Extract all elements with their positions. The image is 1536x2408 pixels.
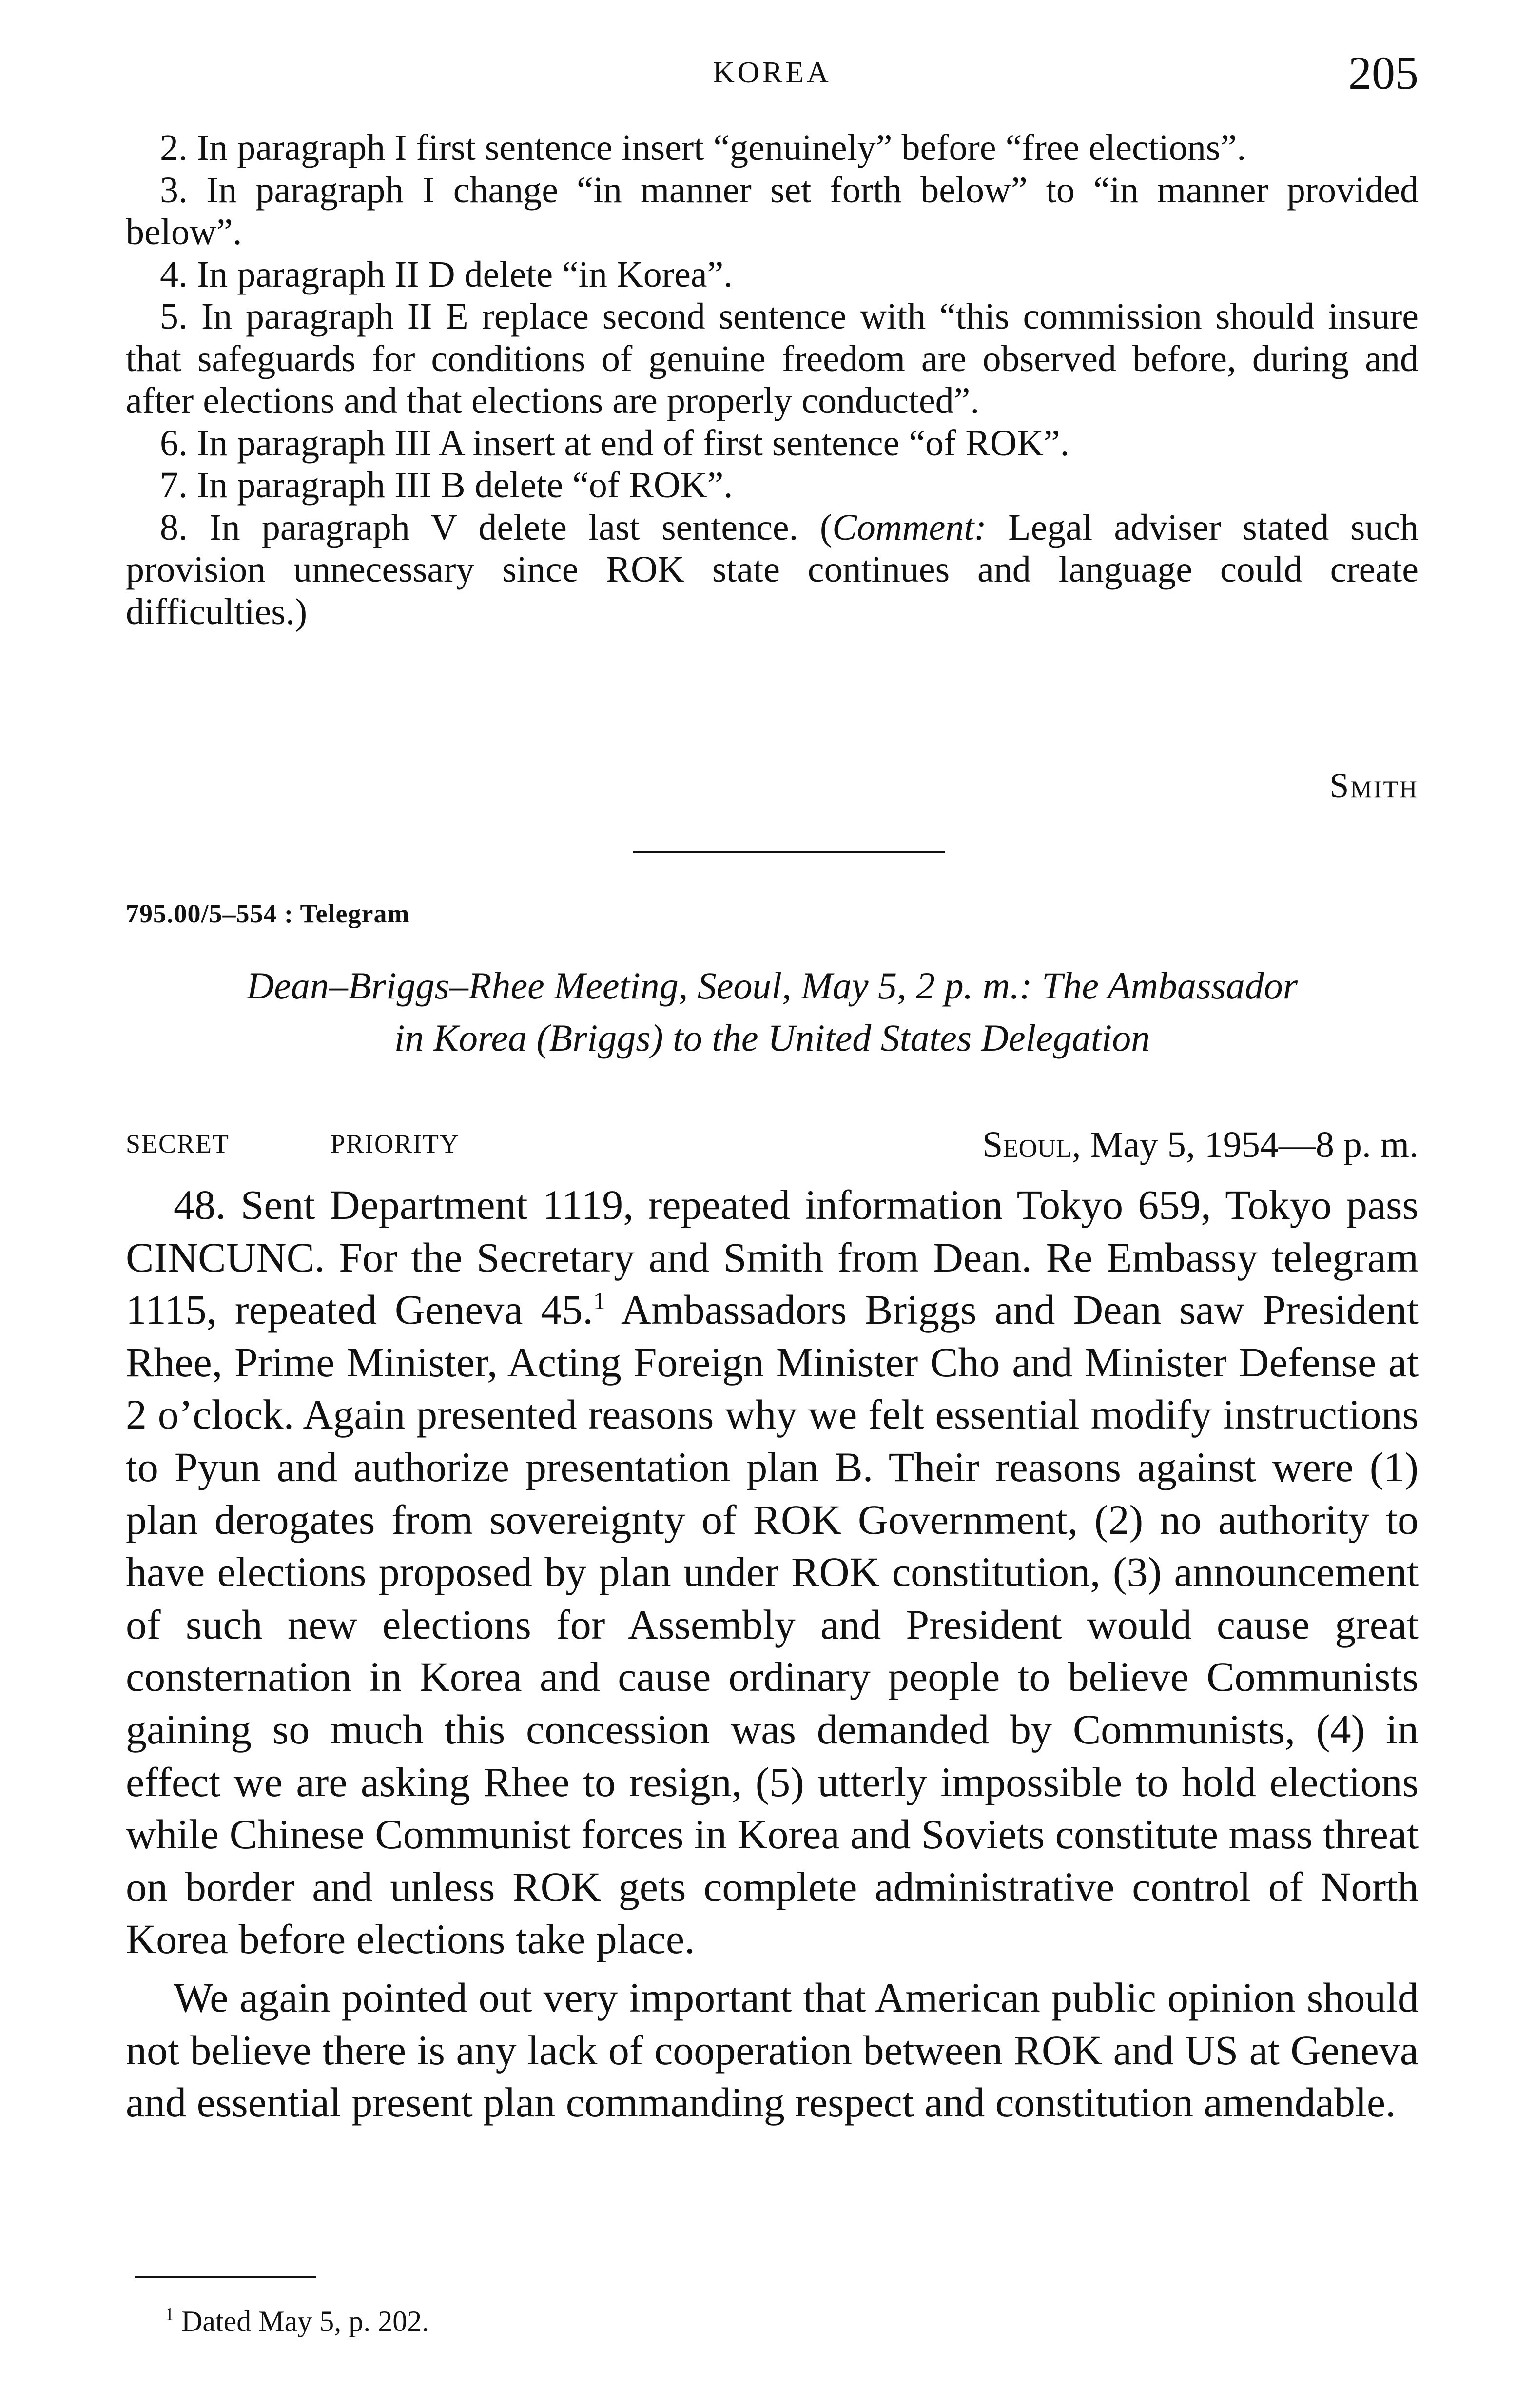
signature: Smith [1329, 766, 1419, 805]
document-page [126, 0, 1419, 2408]
section-divider [633, 851, 945, 853]
footnote-text: Dated May 5, p. 202. [174, 2305, 429, 2337]
amendment-item-6: 6. In paragraph III A insert at end of first sentence “of ROK”. [160, 422, 1069, 464]
amendment-item-8-text: 8. In paragraph V delete last sentence. [160, 507, 798, 548]
footnote [165, 2305, 429, 2338]
file-reference: 795.00/5–554 : Telegram [126, 899, 410, 928]
amendment-item-2: 2. In paragraph I first sentence insert “genuinely” before “free elections”. [160, 127, 1246, 168]
telegram-paragraph-1-part-1: 48. Sent Department 1119, repeated information Tokyo 659, Tokyo pass CINCUNC. For the Secretary and Smith from Dean. Re Embassy telegram 1115, repeated Geneva 45. [126, 1181, 1419, 1333]
footnote-divider [135, 2276, 316, 2278]
telegram-body [126, 1179, 1419, 2129]
document-heading-line-1: Dean–Briggs–Rhee Meeting, Seoul, May 5, 2 p. m.: The Ambassador [246, 964, 1298, 1007]
comment-text: Legal adviser stated such provision unnecessary since ROK state continues and language could create difficulties.) [126, 507, 1419, 632]
amendment-item-8: 8. In paragraph V delete last sentence. (Comment: Legal adviser stated such provision unnecessary since ROK state continues and language could create difficulties.) [126, 507, 1419, 632]
dateline-date: May 5, 1954—8 p. m. [1081, 1124, 1419, 1165]
footnote-marker: 1 [165, 2304, 174, 2325]
running-head [126, 47, 1419, 106]
classification-secret: SECRET [126, 1129, 230, 1158]
page-number: 205 [1348, 47, 1419, 99]
dateline-place: Seoul, [982, 1124, 1081, 1165]
classification-line [126, 1124, 1419, 1168]
telegram-paragraph-2: We again pointed out very important that American public opinion should not believe there is any lack of cooperation between ROK and US at Geneva and essential present plan commanding respect and constitution amendable. [126, 1974, 1419, 2126]
telegram-paragraph-1 [126, 1179, 1419, 1966]
document-heading [126, 959, 1419, 1064]
running-title: KOREA [713, 56, 832, 89]
comment-label: Comment: [832, 507, 987, 548]
amendment-item-4: 4. In paragraph II D delete “in Korea”. [160, 254, 733, 295]
amendment-list [126, 127, 1419, 633]
amendment-item-7: 7. In paragraph III B delete “of ROK”. [160, 465, 733, 506]
dateline [982, 1124, 1419, 1166]
amendment-item-3: 3. In paragraph I change “in manner set forth below” to “in manner provided below”. [126, 169, 1419, 253]
document-heading-line-2: in Korea (Briggs) to the United States Delegation [394, 1017, 1150, 1059]
classification-priority: PRIORITY [331, 1129, 460, 1158]
footnote-reference: 1 [593, 1287, 605, 1315]
amendment-item-5: 5. In paragraph II E replace second sentence with “this commission should insure that safeguards for conditions of genuine freedom are observed before, during and after elections and that elections are properly conducted”. [126, 296, 1419, 421]
telegram-paragraph-1-part-2: Ambassadors Briggs and Dean saw President Rhee, Prime Minister, Acting Foreign Minister Cho and Minister Defense at 2 o’clock. Again presented reasons why we felt essential modify instructions to Pyun and authorize presentation plan B. Their reasons against were (1) plan derogates from sovereignty of ROK Government, (2) no authority to have elections proposed by plan under ROK constitution, (3) announcement of such new elections for Assembly and President would cause great consternation in Korea and cause ordinary people to believe Communists gaining so much this concession was demanded by Communists, (4) in effect we are asking Rhee to resign, (5) utterly impossible to hold elections while Chinese Communist forces in Korea and Soviets constitute mass threat on border and unless ROK gets complete administrative control of North Korea before elections take place. [126, 1286, 1419, 1963]
